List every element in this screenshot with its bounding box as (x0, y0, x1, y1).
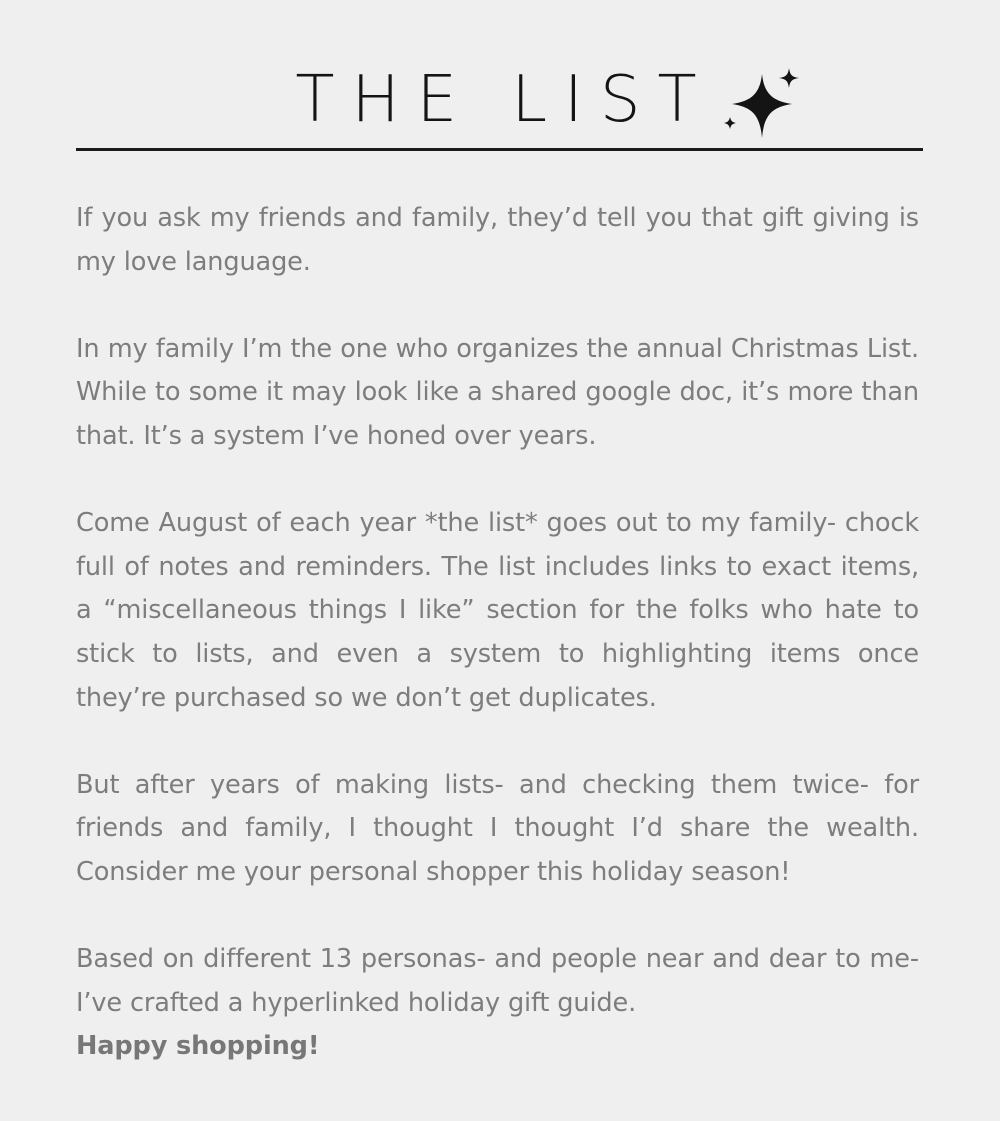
paragraph-august-list: Come August of each year *the list* goes out to my family- chock full of notes and reminders. The list includes links to exact items, a “miscellaneous things I like” section for the folks who hate to stick to lists, and even a system to highlighting items once they’re purchased so we don’t get duplicates. (76, 508, 919, 713)
sparkle-icon (718, 64, 802, 144)
large-sparkle-icon (732, 74, 792, 138)
paragraph-gift-giving: If you ask my friends and family, they’d tell you that gift giving is my love language. (76, 203, 919, 277)
title-divider (76, 148, 923, 151)
paragraph-family-list: In my family I’m the one who organizes the annual Christmas List. While to some it may look like a shared google doc, it’s more than that. It’s a system I’ve honed over years. (76, 333, 919, 451)
closing-line: Happy shopping! (76, 1031, 320, 1062)
body-copy (76, 197, 919, 1069)
paragraph-personal-shopper: But after years of making lists- and checking them twice- for friends and family, I thought I thought I’d share the wealth. Consider me your personal shopper this holiday season! (76, 769, 919, 887)
small-sparkle-icon (779, 68, 799, 88)
paragraph-gift-guide (76, 938, 919, 1069)
tiny-sparkle-icon (724, 117, 736, 129)
paragraph-gift-guide-text: Based on different 13 personas- and people near and dear to me- I’ve crafted a hyperlinked holiday gift guide. (76, 944, 919, 1018)
page-title: THE LIST (295, 63, 714, 137)
